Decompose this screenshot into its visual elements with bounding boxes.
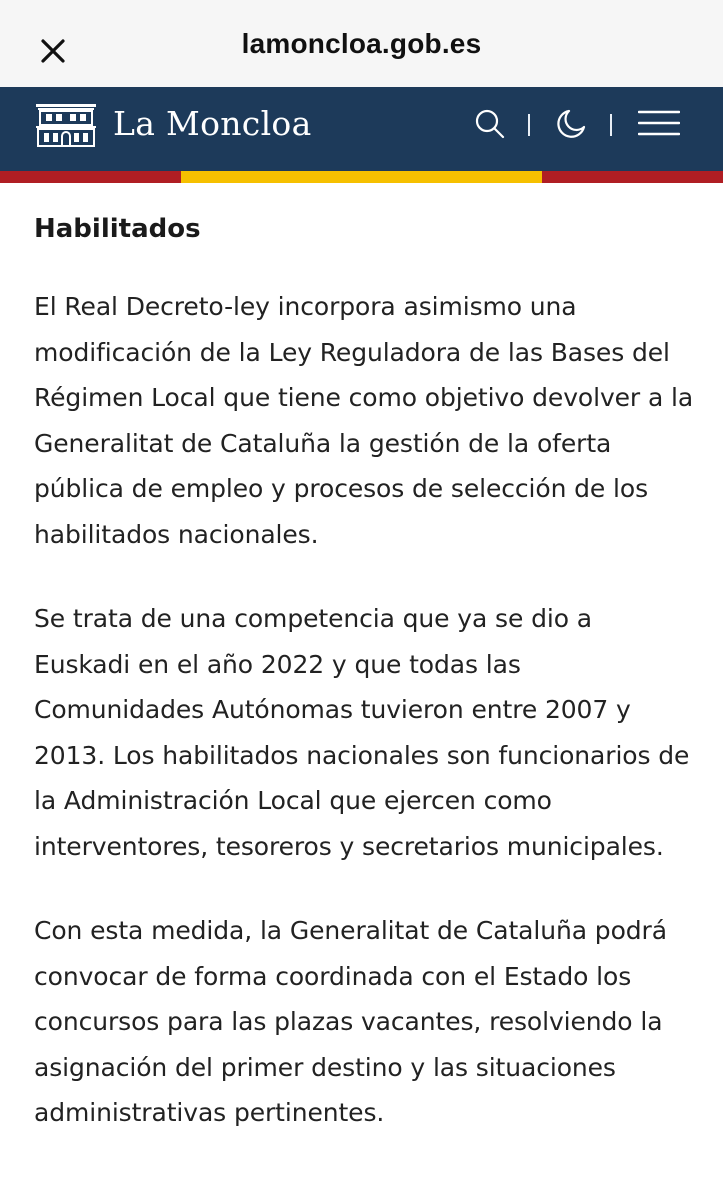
flag-stripe-yellow <box>181 171 542 183</box>
article-paragraph: El Real Decreto-ley incorpora asimismo una modificación de la Ley Reguladora de las Bases del Régimen Local que tiene como objetivo devolver a la Generalitat de Cataluña la gestión de la oferta pública de empleo y procesos de selección de los habilitados nacionales. <box>34 292 694 549</box>
site-header <box>0 87 723 171</box>
flag-stripe-red <box>542 171 723 183</box>
section-heading: Habilitados <box>34 214 201 244</box>
browser-address-bar <box>0 0 723 87</box>
search-icon[interactable] <box>474 108 506 140</box>
site-title[interactable]: La Moncloa <box>113 104 312 143</box>
close-icon[interactable] <box>36 34 70 68</box>
article-body <box>34 212 694 1175</box>
moncloa-building-icon[interactable] <box>34 100 98 148</box>
menu-icon[interactable] <box>638 110 680 136</box>
header-divider <box>528 114 530 136</box>
url-text[interactable]: lamoncloa.gob.es <box>241 27 482 59</box>
article-paragraph: Con esta medida, la Generalitat de Cataluña podrá convocar de forma coordinada con el Estado los concursos para las plazas vacantes, resolviendo la asignación del primer destino y las situaciones administrativas pertinentes. <box>34 916 667 1127</box>
article-paragraph: Se trata de una competencia que ya se dio a Euskadi en el año 2022 y que todas las Comunidades Autónomas tuvieron entre 2007 y 2013. Los habilitados nacionales son funcionarios de la Administración Local que ejercen como interventores, tesoreros y secretarios municipales. <box>34 604 690 861</box>
flag-stripe-red <box>0 171 181 183</box>
moon-icon[interactable] <box>555 108 587 140</box>
header-divider <box>610 114 612 136</box>
